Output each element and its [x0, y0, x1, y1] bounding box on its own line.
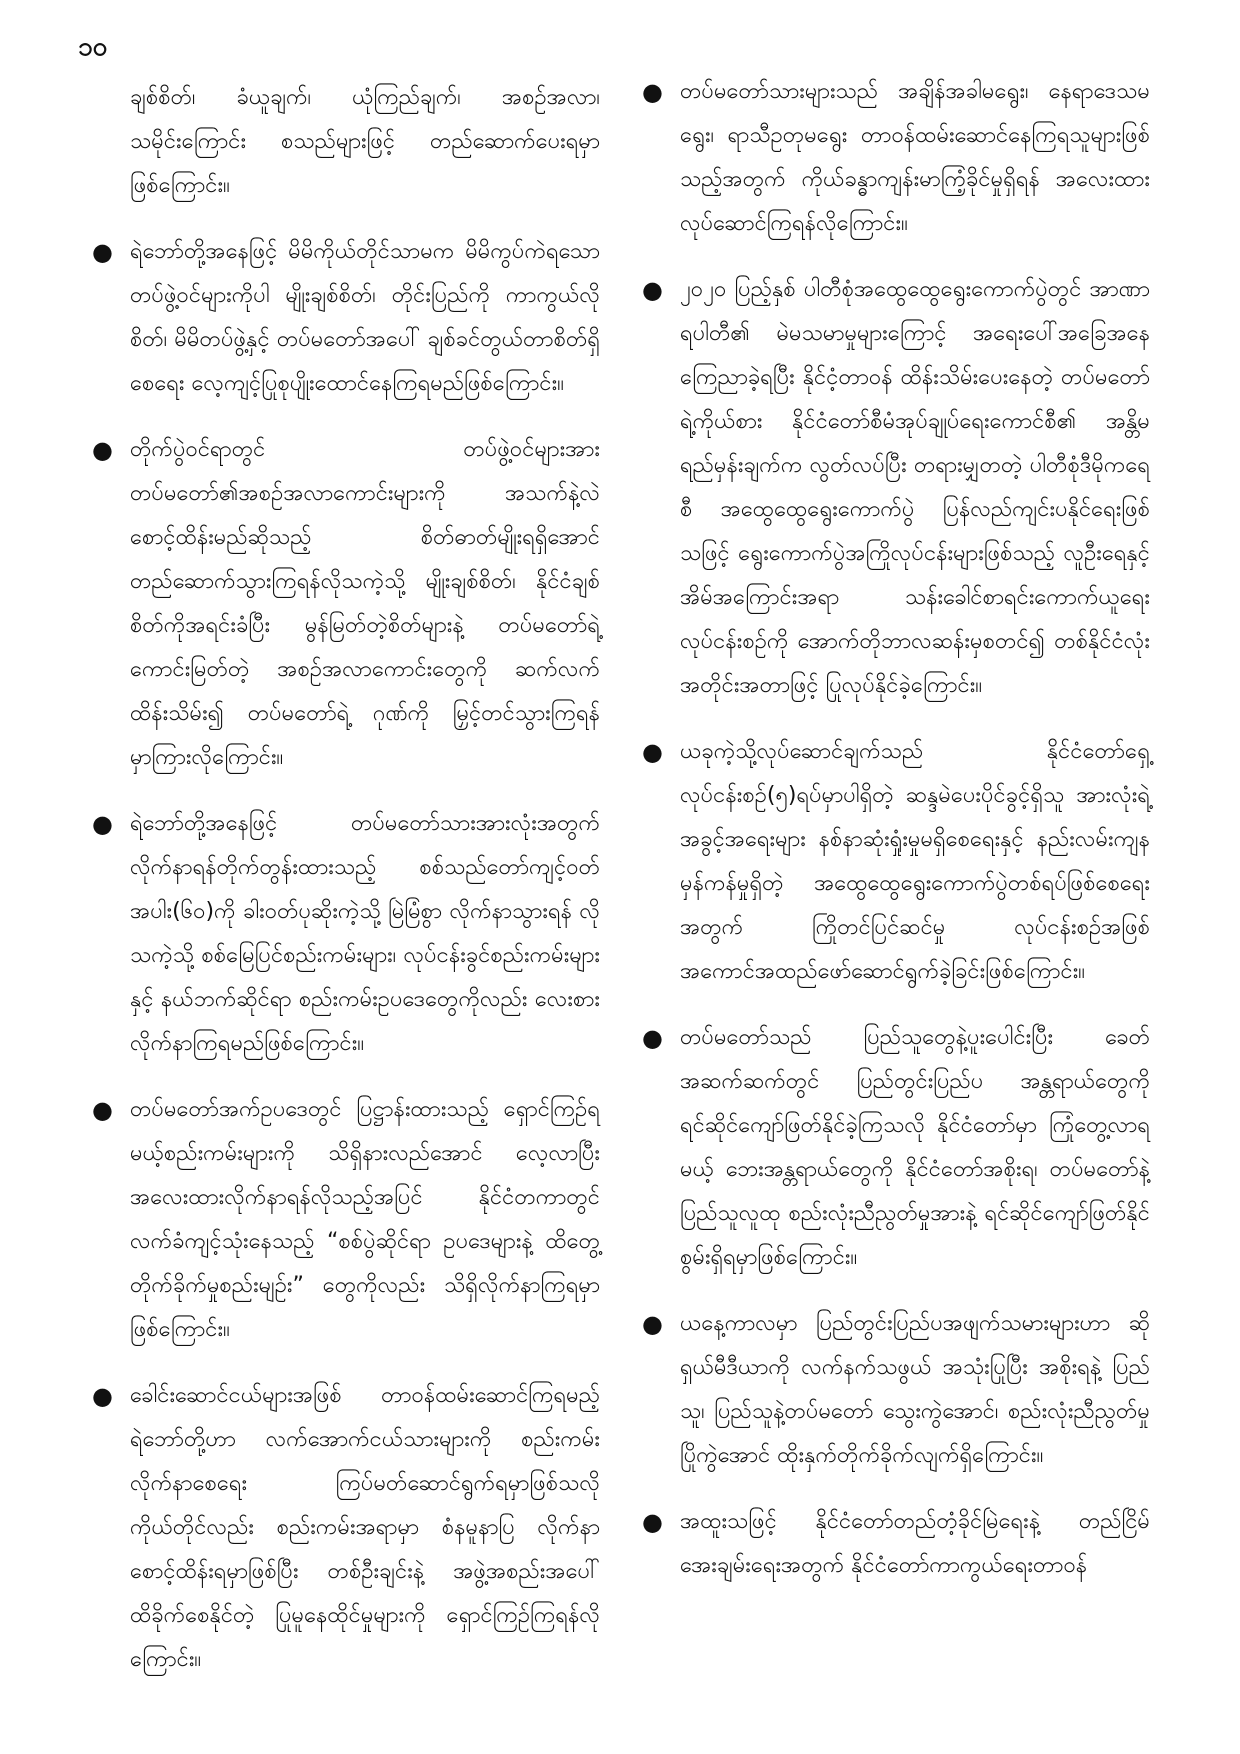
bullet-item: [640, 1016, 1150, 1280]
continued-paragraph: ချစ်စိတ်၊ ခံယူချက်၊ ယုံကြည်ချက်၊ အစဉ်အလာ၊ သမိုင်းကြောင်း စသည်များဖြင့် တည်ဆောက်ပေးရမှာဖြစ်ကြောင်း။: [130, 85, 600, 198]
left-column: [90, 70, 600, 1704]
bullet-icon: ●: [92, 1096, 113, 1124]
bullet-text: ရဲဘော်တို့အနေဖြင့် မိမိကိုယ်တိုင်သာမက မိမိကွပ်ကဲရသော တပ်ဖွဲ့ဝင်များကိုပါ မျိုးချစ်စိတ်၊ တိုင်းပြည်ကို ကာကွယ်လိုစိတ်၊ မိမိတပ်ဖွဲ့နှင့် တပ်မတော်အပေါ် ချစ်ခင်တွယ်တာစိတ်ရှိစေရေး လေ့ကျင့်ပြုစုပျိုးထောင်နေကြရမည်ဖြစ်ကြောင်း။: [130, 239, 600, 396]
bullet-icon: ●: [642, 78, 663, 106]
bullet-text: ယခုကဲ့သို့လုပ်ဆောင်ချက်သည် နိုင်ငံတော်ရှေ့လုပ်ငန်းစဉ်(၅)ရပ်မှာပါရှိတဲ့ ဆန္ဒမဲပေးပိုင်ခွင့်ရှိသူ အားလုံးရဲ့အခွင့်အရေးများ နစ်နာဆုံးရှုံးမှုမရှိစေရေးနှင့် နည်းလမ်းကျနမှန်ကန်မှုရှိတဲ့ အထွေထွေရွေးကောက်ပွဲတစ်ရပ်ဖြစ်စေရေးအတွက် ကြိုတင်ပြင်ဆင်မှု လုပ်ငန်းစဉ်အဖြစ် အကောင်အထည်ဖော်ဆောင်ရွက်ခဲ့ခြင်းဖြစ်ကြောင်း။: [680, 739, 1150, 984]
bullet-item: [90, 230, 600, 406]
bullet-text: တိုက်ပွဲဝင်ရာတွင် တပ်ဖွဲ့ဝင်များအား တပ်မတော်၏အစဉ်အလာကောင်းများကို အသက်နဲ့လဲ စောင့်ထိန်းမည်ဆိုသည့် စိတ်ဓာတ်မျိုးရရှိအောင် တည်ဆောက်သွားကြရန်လိုသကဲ့သို့ မျိုးချစ်စိတ်၊ နိုင်ငံချစ်စိတ်ကိုအရင်းခံပြီး မွန်မြတ်တဲ့စိတ်များနဲ့ တပ်မတော်ရဲ့ ကောင်းမြတ်တဲ့ အစဉ်အလာကောင်းတွေကို ဆက်လက်ထိန်းသိမ်း၍ တပ်မတော်ရဲ့ ဂုဏ်ကို မြှင့်တင်သွားကြရန် မှာကြားလိုကြောင်း။: [130, 437, 600, 770]
bullet-item: [640, 1500, 1150, 1588]
bullet-item: [640, 268, 1150, 708]
bullet-item: [640, 730, 1150, 994]
bullet-text: ရဲဘော်တို့အနေဖြင့် တပ်မတော်သားအားလုံးအတွက် လိုက်နာရန်တိုက်တွန်းထားသည့် စစ်သည်တော်ကျင့်ဝတ်အပါး(၆၀)ကို ခါးဝတ်ပုဆိုးကဲ့သို့ မြဲမြံစွာ လိုက်နာသွားရန် လိုသကဲ့သို့ စစ်မြေပြင်စည်းကမ်းများ၊ လုပ်ငန်းခွင်စည်းကမ်းများနှင့် နယ်ဘက်ဆိုင်ရာ စည်းကမ်းဥပဒေတွေကိုလည်း လေးစားလိုက်နာကြရမည်ဖြစ်ကြောင်း။: [130, 811, 600, 1056]
bullet-text: ၂၀၂၀ ပြည့်နှစ် ပါတီစုံအထွေထွေရွေးကောက်ပွဲတွင် အာဏာရပါတီ၏ မဲမသမာမှုများကြောင့် အရေးပေါ်အခြေအနေကြေညာခဲ့ရပြီး နိုင်ငံ့တာဝန် ထိန်းသိမ်းပေးနေတဲ့ တပ်မတော်ရဲ့ကိုယ်စား နိုင်ငံတော်စီမံအုပ်ချုပ်ရေးကောင်စီ၏ အန္တိမရည်မှန်းချက်က လွတ်လပ်ပြီး တရားမျှတတဲ့ ပါတီစုံဒီမိုကရေစီ အထွေထွေရွေးကောက်ပွဲ ပြန်လည်ကျင်းပနိုင်ရေးဖြစ်သဖြင့် ရွေးကောက်ပွဲအကြိုလုပ်ငန်းများဖြစ်သည့် လူဦးရေနှင့် အိမ်အကြောင်းအရာ သန်းခေါင်စာရင်းကောက်ယူရေးလုပ်ငန်းစဉ်ကို အောက်တိုဘာလဆန်းမှစတင်၍ တစ်နိုင်ငံလုံးအတိုင်းအတာဖြင့် ပြုလုပ်နိုင်ခဲ့ကြောင်း။: [680, 277, 1150, 698]
bullet-icon: ●: [642, 1310, 663, 1338]
bullet-icon: ●: [92, 238, 113, 266]
bullet-item: [90, 802, 600, 1066]
bullet-text: တပ်မတော်သည် ပြည်သူတွေနဲ့ပူးပေါင်းပြီး ခေတ်အဆက်ဆက်တွင် ပြည်တွင်းပြည်ပ အန္တရာယ်တွေကို ရင်ဆိုင်ကျော်ဖြတ်နိုင်ခဲ့ကြသလို နိုင်ငံတော်မှာ ကြုံတွေ့လာရမယ့် ဘေးအန္တရာယ်တွေကို နိုင်ငံတော်အစိုးရ၊ တပ်မတော်နဲ့ ပြည်သူလူထု စည်းလုံးညီညွတ်မှုအားနဲ့ ရင်ဆိုင်ကျော်ဖြတ်နိုင်စွမ်းရှိရမှာဖြစ်ကြောင်း။: [680, 1025, 1150, 1270]
bullet-text: တပ်မတော်သားများသည် အချိန်အခါမရွေး၊ နေရာဒေသမရွေး၊ ရာသီဥတုမရွေး တာဝန်ထမ်းဆောင်နေကြရသူများဖြစ်သည့်အတွက် ကိုယ်ခန္ဓာကျန်းမာကြံ့ခိုင်မှုရှိရန် အလေးထားလုပ်ဆောင်ကြရန်လိုကြောင်း။: [680, 79, 1150, 236]
bullet-icon: ●: [642, 738, 663, 766]
bullet-icon: ●: [92, 436, 113, 464]
bullet-text: တပ်မတော်အက်ဥပဒေတွင် ပြဋ္ဌာန်းထားသည့် ရှောင်ကြဉ်ရမယ့်စည်းကမ်းများကို သိရှိနားလည်အောင် လေ့လာပြီး အလေးထားလိုက်နာရန်လိုသည့်အပြင် နိုင်ငံတကာတွင် လက်ခံကျင့်သုံးနေသည့် “စစ်ပွဲဆိုင်ရာ ဥပဒေများနဲ့ ထိတွေ့တိုက်ခိုက်မှုစည်းမျဉ်း” တွေကိုလည်း သိရှိလိုက်နာကြရမှာဖြစ်ကြောင်း။: [130, 1097, 600, 1342]
bullet-item: [90, 428, 600, 780]
bullet-item: [640, 70, 1150, 246]
right-column: [640, 70, 1150, 1610]
bullet-item: [640, 1302, 1150, 1478]
bullet-icon: ●: [92, 1382, 113, 1410]
bullet-text: ယနေ့ကာလမှာ ပြည်တွင်းပြည်ပအဖျက်သမားများဟာ ဆိုရှယ်မီဒီယာကို လက်နက်သဖွယ် အသုံးပြုပြီး အစိုးရနဲ့ ပြည်သူ၊ ပြည်သူနဲ့တပ်မတော် သွေးကွဲအောင်၊ စည်းလုံးညီညွတ်မှုပြိုကွဲအောင် ထိုးနှက်တိုက်ခိုက်လျက်ရှိကြောင်း။: [680, 1311, 1150, 1468]
bullet-text: ခေါင်းဆောင်ငယ်များအဖြစ် တာဝန်ထမ်းဆောင်ကြရမည့် ရဲဘော်တို့ဟာ လက်အောက်ငယ်သားများကို စည်းကမ်းလိုက်နာစေရေး ကြပ်မတ်ဆောင်ရွက်ရမှာဖြစ်သလို ကိုယ်တိုင်လည်း စည်းကမ်းအရာမှာ စံနမူနာပြ လိုက်နာစောင့်ထိန်းရမှာဖြစ်ပြီး တစ်ဦးချင်းနဲ့ အဖွဲ့အစည်းအပေါ် ထိခိုက်စေနိုင်တဲ့ ပြုမူနေထိုင်မှုများကို ရှောင်ကြဉ်ကြရန်လိုကြောင်း။: [130, 1383, 600, 1672]
bullet-item: [90, 1374, 600, 1682]
bullet-icon: ●: [642, 1508, 663, 1536]
bullet-icon: ●: [642, 276, 663, 304]
bullet-icon: ●: [642, 1024, 663, 1052]
bullet-icon: ●: [92, 810, 113, 838]
bullet-text: အထူးသဖြင့် နိုင်ငံတော်တည်တံ့ခိုင်မြဲရေးနဲ့ တည်ငြိမ်အေးချမ်းရေးအတွက် နိုင်ငံတော်ကာကွယ်ရေးတာဝန်: [680, 1509, 1150, 1578]
page-number: ၁၀: [78, 32, 108, 62]
bullet-item: [90, 1088, 600, 1352]
